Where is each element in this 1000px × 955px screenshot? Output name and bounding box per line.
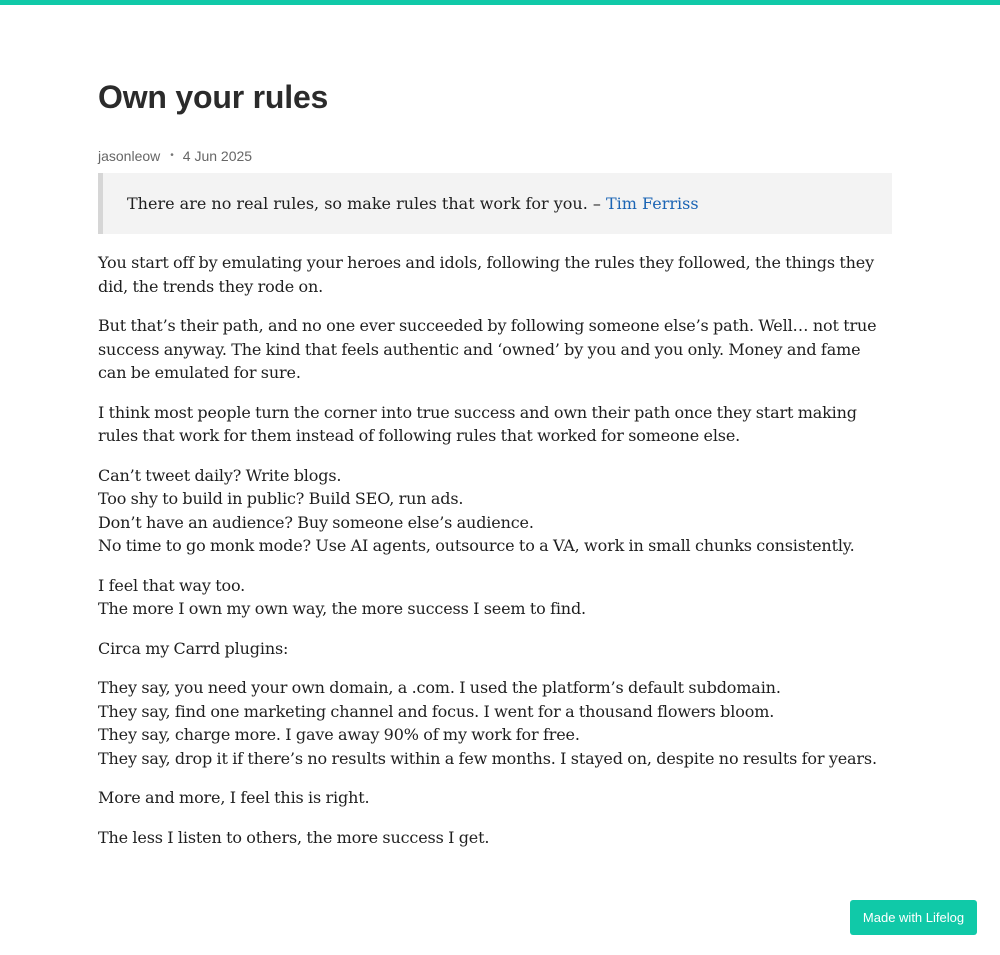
quote-text: There are no real rules, so make rules that work for you. – — [127, 194, 606, 213]
paragraph-line: They say, drop it if there’s no results within a few months. I stayed on, despite no results for years. — [98, 748, 877, 768]
paragraph-line: More and more, I feel this is right. — [98, 788, 370, 807]
paragraph-line: They say, find one marketing channel and focus. I went for a thousand flowers bloom. — [98, 701, 775, 721]
body-paragraph — [98, 826, 892, 850]
top-accent-bar — [0, 0, 1000, 5]
paragraph-line: Circa my Carrd plugins: — [98, 638, 289, 658]
body-paragraph — [98, 786, 892, 810]
paragraph-line: They say, you need your own domain, a .com. I used the platform’s default subdomain. — [98, 678, 781, 697]
paragraph-line: Can’t tweet daily? Write blogs. — [98, 465, 342, 485]
author-name[interactable]: jasonleow — [98, 148, 161, 164]
blockquote — [98, 173, 892, 234]
body-paragraph — [98, 637, 892, 661]
body-paragraph — [98, 574, 892, 621]
post-meta — [98, 147, 892, 165]
post-date: 4 Jun 2025 — [182, 148, 253, 164]
paragraph-line: Don’t have an audience? Buy someone else’s audience. — [98, 512, 534, 532]
body-paragraph — [98, 676, 892, 770]
paragraph-line: But that’s their path, and no one ever succeeded by following someone else’s path. Well… not true success anyway. The kind that feels authentic and ‘owned’ by you and you only. Money and fame can be emulated for sure. — [98, 316, 877, 382]
page-title: Own your rules — [98, 79, 329, 115]
body-paragraph — [98, 314, 892, 385]
post-body — [98, 251, 892, 849]
made-with-lifelog-button[interactable]: Made with Lifelog — [850, 900, 977, 935]
body-paragraph — [98, 251, 892, 298]
quote-attribution-link[interactable]: Tim Ferriss — [606, 194, 699, 213]
body-paragraph — [98, 401, 892, 448]
paragraph-line: Too shy to build in public? Build SEO, run ads. — [98, 489, 464, 508]
paragraph-line: I feel that way too. — [98, 575, 246, 595]
post-article — [98, 78, 892, 849]
paragraph-line: You start off by emulating your heroes and idols, following the rules they followed, the things they did, the trends they rode on. — [98, 253, 874, 296]
meta-separator: • — [170, 150, 174, 161]
paragraph-line: The less I listen to others, the more success I get. — [98, 827, 490, 847]
paragraph-line: They say, charge more. I gave away 90% of my work for free. — [98, 725, 580, 744]
paragraph-line: No time to go monk mode? Use AI agents, outsource to a VA, work in small chunks consistently. — [98, 536, 855, 555]
paragraph-line: The more I own my own way, the more success I seem to find. — [98, 599, 586, 618]
body-paragraph — [98, 464, 892, 558]
paragraph-line: I think most people turn the corner into true success and own their path once they start making rules that work for them instead of following rules that worked for someone else. — [98, 402, 857, 445]
